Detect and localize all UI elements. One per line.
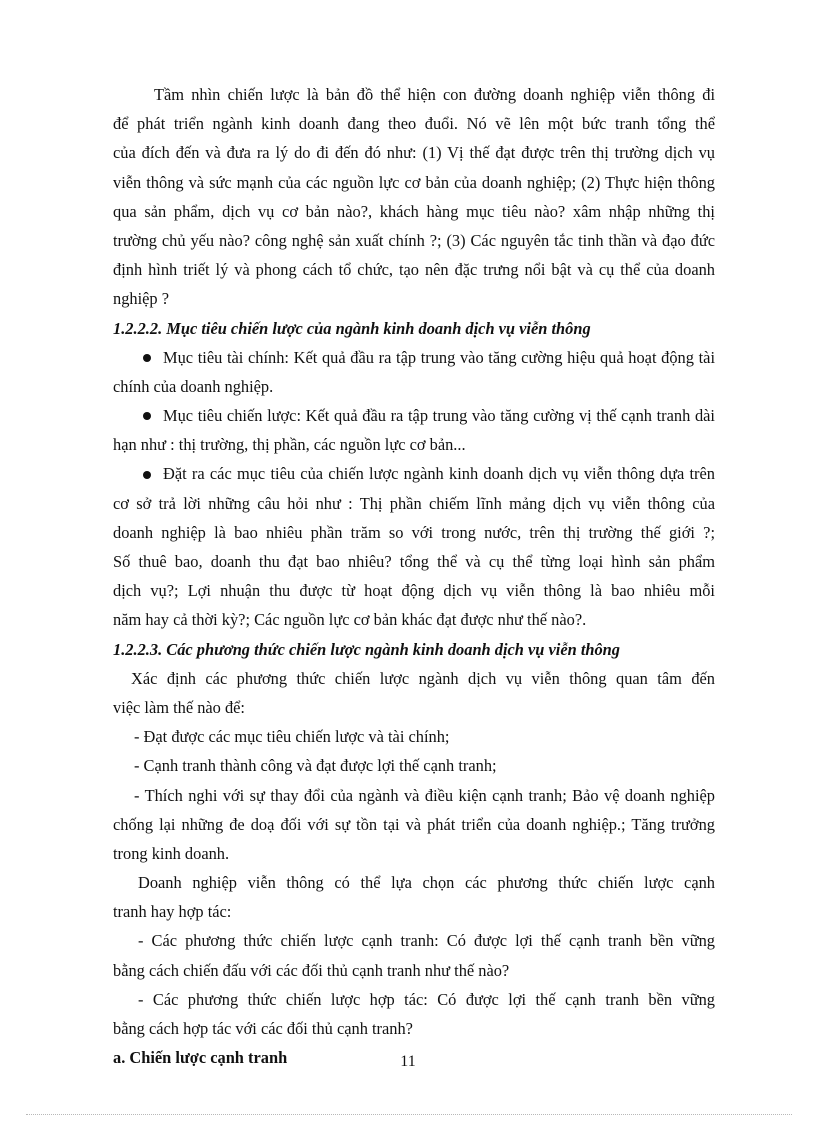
text-line: - Các phương thức chiến lược cạnh tranh: Có được lợi thế cạnh tranh bền vững — [138, 931, 715, 951]
text-line: viễn thông và sức mạnh của các nguồn lực cơ bản của doanh nghiệp; (2) Thực hiện thông — [113, 172, 715, 192]
bullet-icon — [143, 471, 151, 479]
text-line: Số thuê bao, doanh thu đạt bao nhiêu? tổng thể và cụ thể từng loại hình sản phẩm — [113, 552, 715, 571]
dash-item-competitive — [113, 926, 715, 984]
text-line — [113, 401, 715, 430]
bullet-text: Đặt ra các mục tiêu của chiến lược ngành kinh doanh dịch vụ viễn thông dựa trên — [163, 464, 715, 484]
text-line: chính của doanh nghiệp. — [113, 376, 274, 396]
section-heading-objectives: 1.2.2.2. Mục tiêu chiến lược của ngành kinh doanh dịch vụ viễn thông — [113, 318, 591, 338]
text-line: - Các phương thức chiến lược hợp tác: Có được lợi thế cạnh tranh bền vững — [138, 989, 715, 1009]
text-line: dịch vụ?; Lợi nhuận thu được từ hoạt động dịch vụ viễn thông là bao nhiêu mỗi — [113, 581, 715, 601]
text-line: Tầm nhìn chiến lược là bản đồ thể hiện con đường doanh nghiệp viễn thông đi — [154, 85, 715, 104]
bullet-icon — [143, 354, 151, 362]
text-line: Doanh nghiệp viễn thông có thể lựa chọn các phương thức chiến lược cạnh — [138, 873, 715, 893]
text-line: chống lại những đe doạ đối với sự tồn tại và phát triển của doanh nghiệp.; Tăng trưởng — [113, 814, 715, 834]
section-heading-competitive-strategy: a. Chiến lược cạnh tranh — [113, 1048, 288, 1068]
text-line: trường chủ yếu nào? công nghệ sản xuất chính ?; (3) Các nguyên tắc tinh thần và đạo đức — [113, 230, 715, 250]
text-line: tranh hay hợp tác: — [113, 902, 232, 922]
text-line: nghiệp ? — [113, 289, 169, 309]
text-line: trong kinh doanh. — [113, 843, 230, 863]
text-line: qua sản phẩm, dịch vụ cơ bản nào?, khách hàng mục tiêu nào? xâm nhập những thị — [113, 201, 715, 221]
bullet-icon — [143, 412, 151, 420]
text-line: cơ sở trả lời những câu hỏi như : Thị phần chiếm lĩnh mảng dịch vụ viễn thông của — [113, 493, 715, 513]
bullet-item-financial — [113, 343, 715, 401]
text-line: hạn như : thị trường, thị phần, các nguồn lực cơ bản... — [113, 435, 466, 455]
text-line: định hình triết lý và phong cách tổ chức, tạo nên đặc trưng nổi bật và cụ thể của doanh — [113, 260, 715, 280]
text-line: - Thích nghi với sự thay đổi của ngành và điều kiện cạnh tranh; Bảo vệ doanh nghiệp — [134, 785, 715, 805]
bullet-item-strategic — [113, 401, 715, 459]
dash-item-cooperative — [113, 985, 715, 1043]
paragraph-vision — [113, 80, 715, 314]
text-line: việc làm thế nào để: — [113, 697, 245, 717]
section-heading-methods: 1.2.2.3. Các phương thức chiến lược ngành kinh doanh dịch vụ viễn thông — [113, 639, 620, 659]
text-line: Xác định các phương thức chiến lược ngành dịch vụ viễn thông quan tâm đến — [131, 668, 715, 688]
text-line: bằng cách hợp tác với các đối thủ cạnh tranh? — [113, 1019, 413, 1038]
text-line: bằng cách chiến đấu với các đối thủ cạnh tranh như thế nào? — [113, 960, 510, 980]
dash-item-adapt — [113, 781, 715, 869]
text-line: doanh nghiệp là bao nhiêu phần trăm so với trong nước, trên thị trường thế giới ?; — [113, 522, 715, 542]
text-line: năm hay cả thời kỳ?; Các nguồn lực cơ bản khác đạt được như thế nào?. — [113, 610, 587, 630]
text-line — [113, 459, 715, 488]
text-line: của đích đến và đưa ra lý do đi đến đó như: (1) Vị thế đạt được trên thị trường dịch vụ — [113, 143, 715, 163]
bullet-item-goals — [113, 459, 715, 634]
page-footer-divider — [26, 1114, 792, 1115]
bullet-text: Mục tiêu tài chính: Kết quả đầu ra tập trung vào tăng cường hiệu quả hoạt động tài — [163, 347, 715, 367]
dash-item-compete: - Cạnh tranh thành công và đạt được lợi thế cạnh tranh; — [134, 756, 497, 776]
text-line — [113, 343, 715, 372]
page-number: 11 — [400, 1053, 416, 1070]
bullet-text: Mục tiêu chiến lược: Kết quả đầu ra tập trung vào tăng cường vị thế cạnh tranh dài — [163, 406, 715, 426]
page-content — [113, 80, 715, 1072]
paragraph-methods-intro — [113, 664, 715, 722]
dash-item-goals: - Đạt được các mục tiêu chiến lược và tài chính; — [134, 727, 450, 747]
text-line: để phát triển ngành kinh doanh đang theo đuổi. Nó vẽ lên một bức tranh tổng thể — [113, 114, 715, 134]
paragraph-choose — [113, 868, 715, 926]
